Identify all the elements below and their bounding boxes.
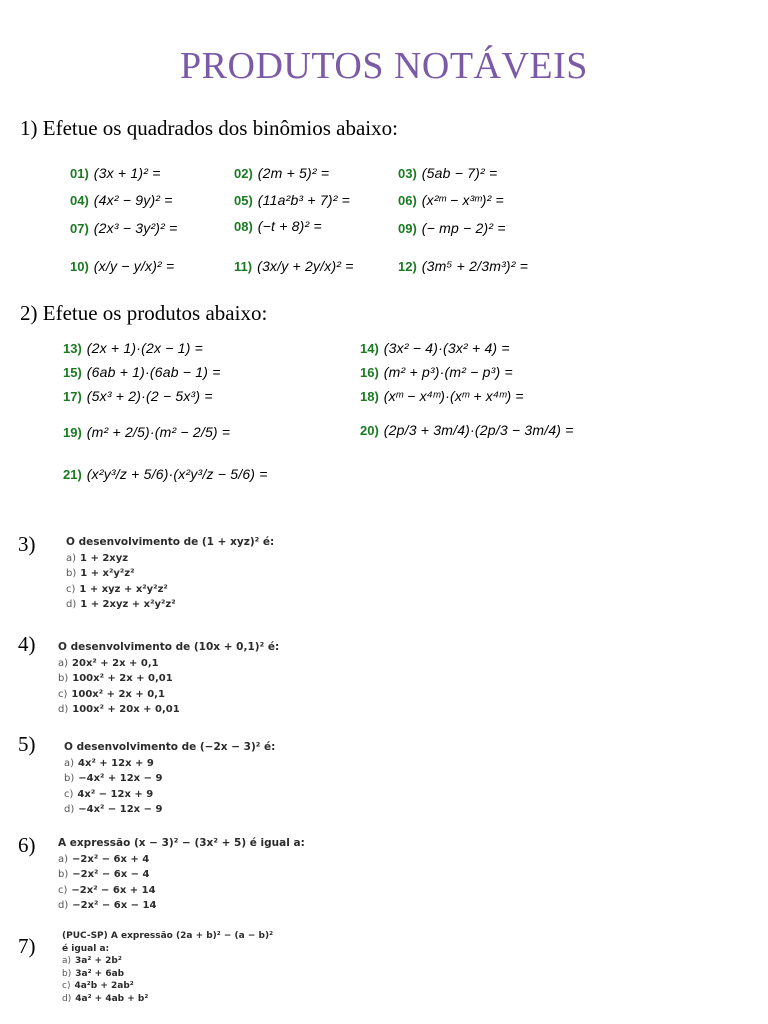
exercise-expression: (2m + 5)² =: [257, 165, 330, 181]
option-b: b) 1 + x²y²z²: [66, 568, 135, 579]
exercise-03: [398, 165, 497, 181]
option-d: d) 100x² + 20x + 0,01: [58, 704, 180, 715]
question-number: 7): [18, 934, 36, 958]
exercise-number: 03): [398, 165, 417, 181]
option-b: b) −2x² − 6x − 4: [58, 869, 150, 880]
option-a: a) 1 + 2xyz: [66, 552, 129, 564]
exercise-expression: (x²y³/z + 5/6)·(x²y³/z − 5/6) =: [86, 466, 268, 482]
exercise-number: 16): [360, 364, 379, 380]
exercise-expression: (xᵐ − x⁴ᵐ)·(xᵐ + x⁴ᵐ) =: [383, 388, 524, 404]
question-5: [64, 740, 275, 818]
question-stem: O desenvolvimento de (1 + xyz)² é:: [66, 536, 275, 548]
exercise-expression: (2p/3 + 3m/4)·(2p/3 − 3m/4) =: [383, 422, 574, 438]
exercise-12: [398, 258, 528, 274]
exercise-number: 08): [234, 218, 253, 234]
exercise-expression: (4x² − 9y)² =: [93, 192, 173, 208]
exercise-expression: (x²ᵐ − x³ᵐ)² =: [421, 192, 504, 208]
exercise-number: 14): [360, 340, 379, 356]
option-c: c) −2x² − 6x + 14: [58, 884, 156, 896]
question-stem: A expressão (x − 3)² − (3x² + 5) é igual a:: [58, 837, 305, 849]
exercise-08: [234, 218, 322, 234]
exercise-expression: (3x/y + 2y/x)² =: [257, 258, 354, 274]
exercise-07: [70, 220, 178, 236]
exercise-number: 10): [70, 258, 89, 274]
exercise-number: 06): [398, 192, 417, 208]
exercise-17: [63, 388, 213, 404]
exercise-14: [360, 340, 510, 356]
question-4: [58, 640, 279, 718]
exercise-expression: (3x² − 4)·(3x² + 4) =: [383, 340, 510, 356]
exercise-20: [360, 422, 574, 438]
exercise-expression: (3x + 1)² =: [93, 165, 161, 181]
exercise-05: [234, 192, 350, 208]
exercise-expression: (2x³ − 3y²)² =: [93, 220, 178, 236]
exercise-number: 04): [70, 192, 89, 208]
exercise-number: 02): [234, 165, 253, 181]
exercise-10: [70, 258, 174, 274]
exercise-13: [63, 340, 203, 356]
exercise-19: [63, 424, 230, 440]
question-3: [66, 535, 274, 613]
exercise-number: 05): [234, 192, 253, 208]
exercise-expression: (3m⁵ + 2/3m³)² =: [421, 258, 529, 274]
option-d: d) −4x² − 12x − 9: [64, 804, 163, 815]
question-number: 3): [18, 532, 36, 556]
option-d: d) 1 + 2xyz + x²y²z²: [66, 599, 176, 610]
question-stem: O desenvolvimento de (10x + 0,1)² é:: [58, 641, 280, 653]
question-stem: (PUC-SP) A expressão (2a + b)² − (a − b)² é igual a:: [62, 931, 274, 954]
option-b: b) 3a² + 6ab: [62, 968, 125, 979]
exercise-06: [398, 192, 504, 208]
exercise-expression: (11a²b³ + 7)² =: [257, 192, 351, 208]
exercise-number: 18): [360, 388, 379, 404]
option-c: c) 4x² − 12x + 9: [64, 788, 154, 800]
exercise-number: 11): [234, 258, 253, 274]
option-b: b) 100x² + 2x + 0,01: [58, 673, 173, 684]
option-d: d) 4a² + 4ab + b²: [62, 993, 149, 1004]
exercise-number: 21): [63, 466, 82, 482]
exercise-number: 01): [70, 165, 89, 181]
exercise-expression: (x/y − y/x)² =: [93, 258, 175, 274]
exercise-number: 07): [70, 220, 89, 236]
exercise-expression: (m² + p³)·(m² − p³) =: [383, 364, 513, 380]
question-6: [58, 836, 305, 914]
exercise-number: 17): [63, 388, 82, 404]
exercise-16: [360, 364, 513, 380]
exercise-number: 12): [398, 258, 417, 274]
exercise-expression: (2x + 1)·(2x − 1) =: [86, 340, 204, 356]
question-number: 5): [18, 732, 36, 756]
option-b: b) −4x² + 12x − 9: [64, 773, 163, 784]
exercise-02: [234, 165, 329, 181]
exercise-01: [70, 165, 161, 181]
question-number: 4): [18, 632, 36, 656]
exercise-expression: (−t + 8)² =: [257, 218, 322, 234]
exercise-15: [63, 364, 221, 380]
page-title: PRODUTOS NOTÁVEIS: [180, 45, 588, 87]
exercise-18: [360, 388, 524, 404]
exercise-expression: (− mp − 2)² =: [421, 220, 506, 236]
exercise-number: 15): [63, 364, 82, 380]
section1-heading: 1) Efetue os quadrados dos binômios abaixo:: [20, 116, 398, 140]
question-7: [62, 930, 277, 1005]
question-number: 6): [18, 833, 36, 857]
option-c: c) 4a²b + 2ab²: [62, 981, 134, 991]
exercise-expression: (m² + 2/5)·(m² − 2/5) =: [86, 424, 231, 440]
option-a: a) −2x² − 6x + 4: [58, 853, 150, 865]
exercise-expression: (5ab − 7)² =: [421, 165, 498, 181]
option-c: c) 1 + xyz + x²y²z²: [66, 583, 168, 595]
exercise-number: 20): [360, 422, 379, 438]
option-d: d) −2x² − 6x − 14: [58, 900, 157, 911]
question-stem: O desenvolvimento de (−2x − 3)² é:: [64, 741, 276, 753]
exercise-09: [398, 220, 506, 236]
option-c: c) 100x² + 2x + 0,1: [58, 688, 165, 700]
option-a: a) 3a² + 2b²: [62, 956, 122, 966]
exercise-04: [70, 192, 173, 208]
exercise-number: 09): [398, 220, 417, 236]
exercise-11: [234, 258, 354, 274]
option-a: a) 4x² + 12x + 9: [64, 757, 154, 769]
exercise-number: 19): [63, 424, 82, 440]
option-a: a) 20x² + 2x + 0,1: [58, 657, 159, 669]
exercise-number: 13): [63, 340, 82, 356]
exercise-21: [63, 466, 268, 482]
exercise-expression: (6ab + 1)·(6ab − 1) =: [86, 364, 221, 380]
exercise-expression: (5x³ + 2)·(2 − 5x³) =: [86, 388, 213, 404]
section2-heading: 2) Efetue os produtos abaixo:: [20, 301, 268, 325]
